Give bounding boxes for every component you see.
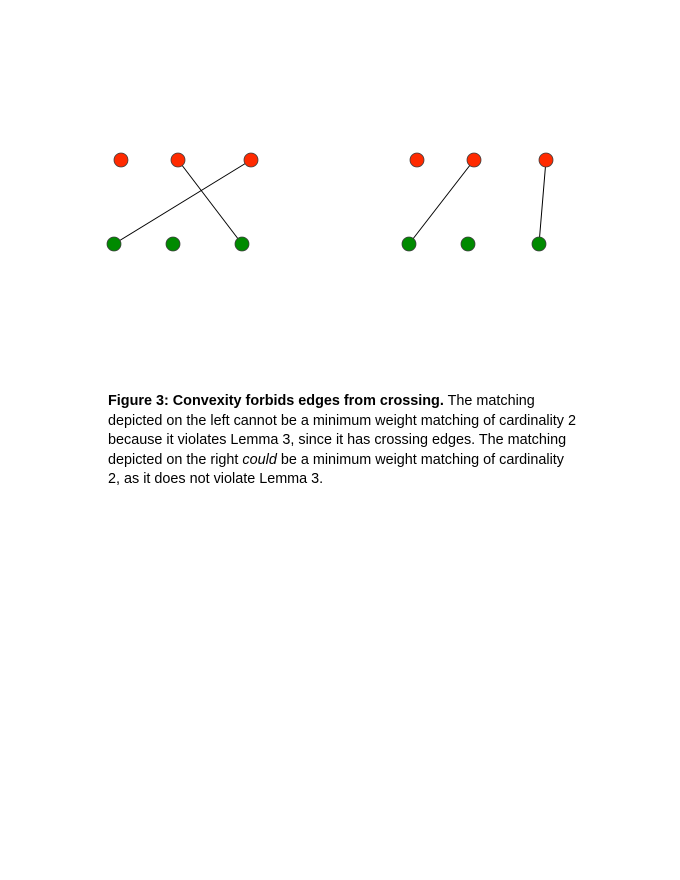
green-bottom-node [461, 237, 475, 251]
caption-text-2: be a minimum weight matching of cardinality 2, as it does not violate Lemma 3. [108, 451, 564, 487]
left-panel-crossing-matching [107, 153, 258, 251]
red-top-node [410, 153, 424, 167]
caption-text-1: The matching depicted on the left cannot be a minimum weight matching of cardinality 2 because it violates Lemma 3, since it has crossing edges. The matching depicted on the right [108, 393, 576, 468]
matching-edge [178, 160, 242, 244]
red-top-node [171, 153, 185, 167]
red-top-node [539, 153, 553, 167]
green-bottom-node [402, 237, 416, 251]
red-top-node [244, 153, 258, 167]
caption-bold-lead: Figure 3: Convexity forbids edges from crossing. [108, 393, 444, 409]
red-top-node [114, 153, 128, 167]
red-top-node [467, 153, 481, 167]
matching-edge [114, 160, 251, 244]
green-bottom-node [166, 237, 180, 251]
green-bottom-node [532, 237, 546, 251]
matching-edge [409, 160, 474, 244]
figure-caption [108, 392, 578, 490]
right-panel-noncrossing-matching [402, 153, 553, 251]
green-bottom-node [107, 237, 121, 251]
matching-edge [539, 160, 546, 244]
bipartite-matching-figure [0, 0, 680, 300]
green-bottom-node [235, 237, 249, 251]
caption-italic-word: could [242, 451, 277, 468]
